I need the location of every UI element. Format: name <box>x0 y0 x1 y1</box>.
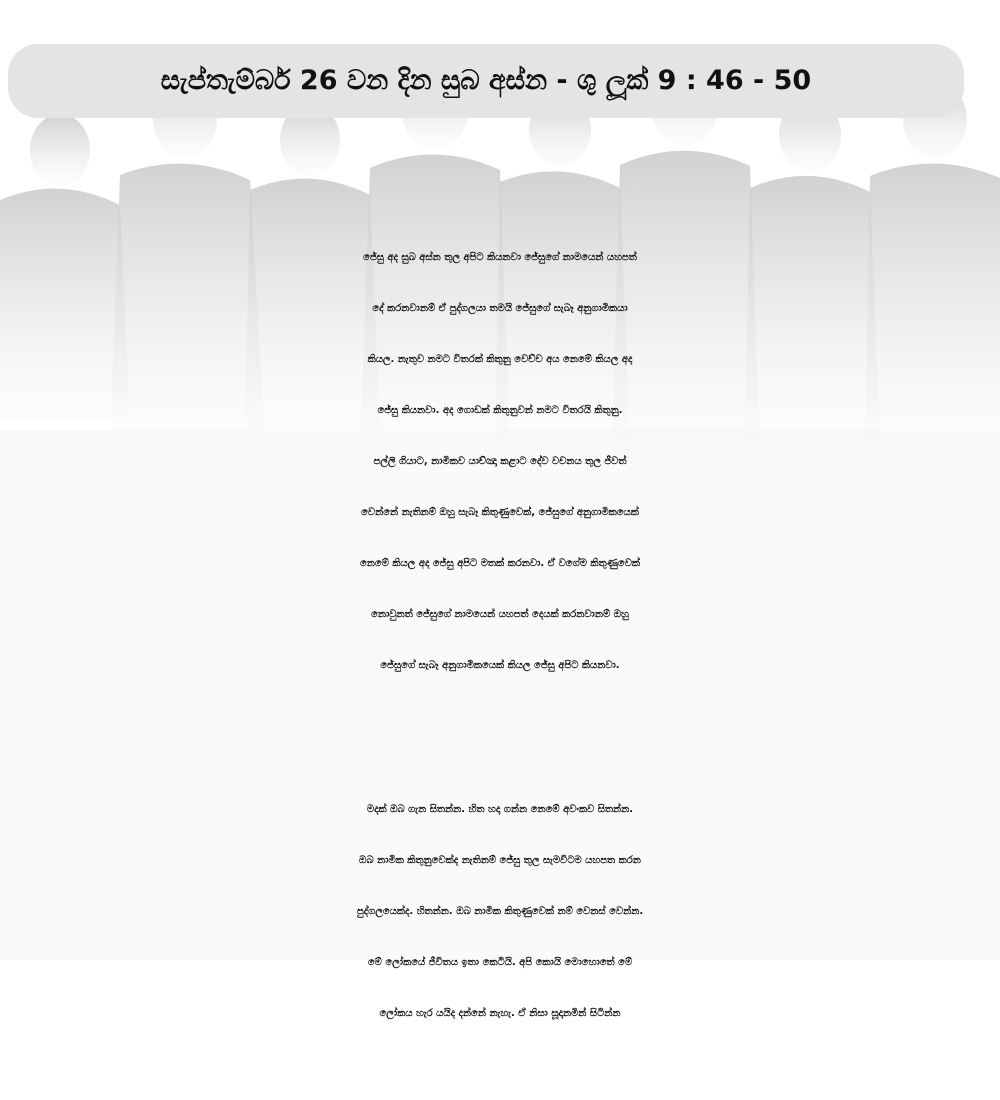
page-title: සැප්තැම්බර් 26 වන දින සුබ අස්න - ශු ලූක් 9 : 46 - 50 <box>160 65 812 96</box>
reflection-paragraph <box>20 232 980 691</box>
reflection-question-paragraph <box>20 784 980 1039</box>
text-line: කියල. නැතුව නමට විතරක් කිතුනු වෙච්ච අය නෙමේ කියල අද <box>367 354 633 365</box>
text-line: පුද්ගලයෙක්ද. හිතන්න. ඔබ නාමික කිතුණුවෙක් නම් වෙනස් වෙන්න. <box>356 906 644 917</box>
text-line: ජේසු අද සුබ අස්න තුල අපිට කියනවා ජේසුගේ නාමයෙන් යහපත් <box>363 252 637 263</box>
title-banner <box>8 44 964 118</box>
text-line: ජේසුගේ සැබෑ අනුගාමිකයෙක් කියල ජේසු අපිට කියනවා. <box>380 660 620 671</box>
text-line: පල්ලි ගියාට, නාමිකව යාච්ඤා කළාට දේව වචනය තුල ජීවත් <box>373 456 627 467</box>
text-line: දේ කරනවානම් ඒ පුද්ගලයා තමයි ජේසුගේ සැබෑ අනුගාමිකයා <box>372 303 628 314</box>
text-line: මදක් ඔබ ගැන සිතන්න. හිත හදා ගන්න නෙමේ අවංකව සිතන්න. <box>366 804 634 815</box>
text-line: ජේසු කියනවා. අද ගොඩක් කිතුනුවන් නමට විතරයි කිතුනු. <box>377 405 623 416</box>
text-line: නෙමේ කියල අද ජේසු අපිට මතක් කරනවා. ඒ වගේම කිතුණුවෙක් <box>359 558 641 569</box>
text-line: නොවුනත් ජේසුගේ නාමයෙන් යහපත් දෙයක් කරනවානම් ඔහු <box>371 609 629 620</box>
text-line: වෙන්නේ නැතිනම් ඔහු සැබෑ කිතුණුවෙක්, ජේසුගේ අනුගාමිකයෙක් <box>361 507 639 518</box>
text-line: මේ ලෝකයේ ජීවිතය ඉතා කෙටියි. අපි කොයි මොහොතේ මේ <box>367 957 633 968</box>
text-line: ඔබ නාමික කිතුනුවෙක්ද නැතිනම් ජේසු තුල සැමවිටම යහපත කරන <box>359 855 641 866</box>
text-line: ලෝකය හැර යයිද දන්නේ නැහැ. ඒ නිසා සූදානමින් සිටින්න <box>379 1008 621 1019</box>
